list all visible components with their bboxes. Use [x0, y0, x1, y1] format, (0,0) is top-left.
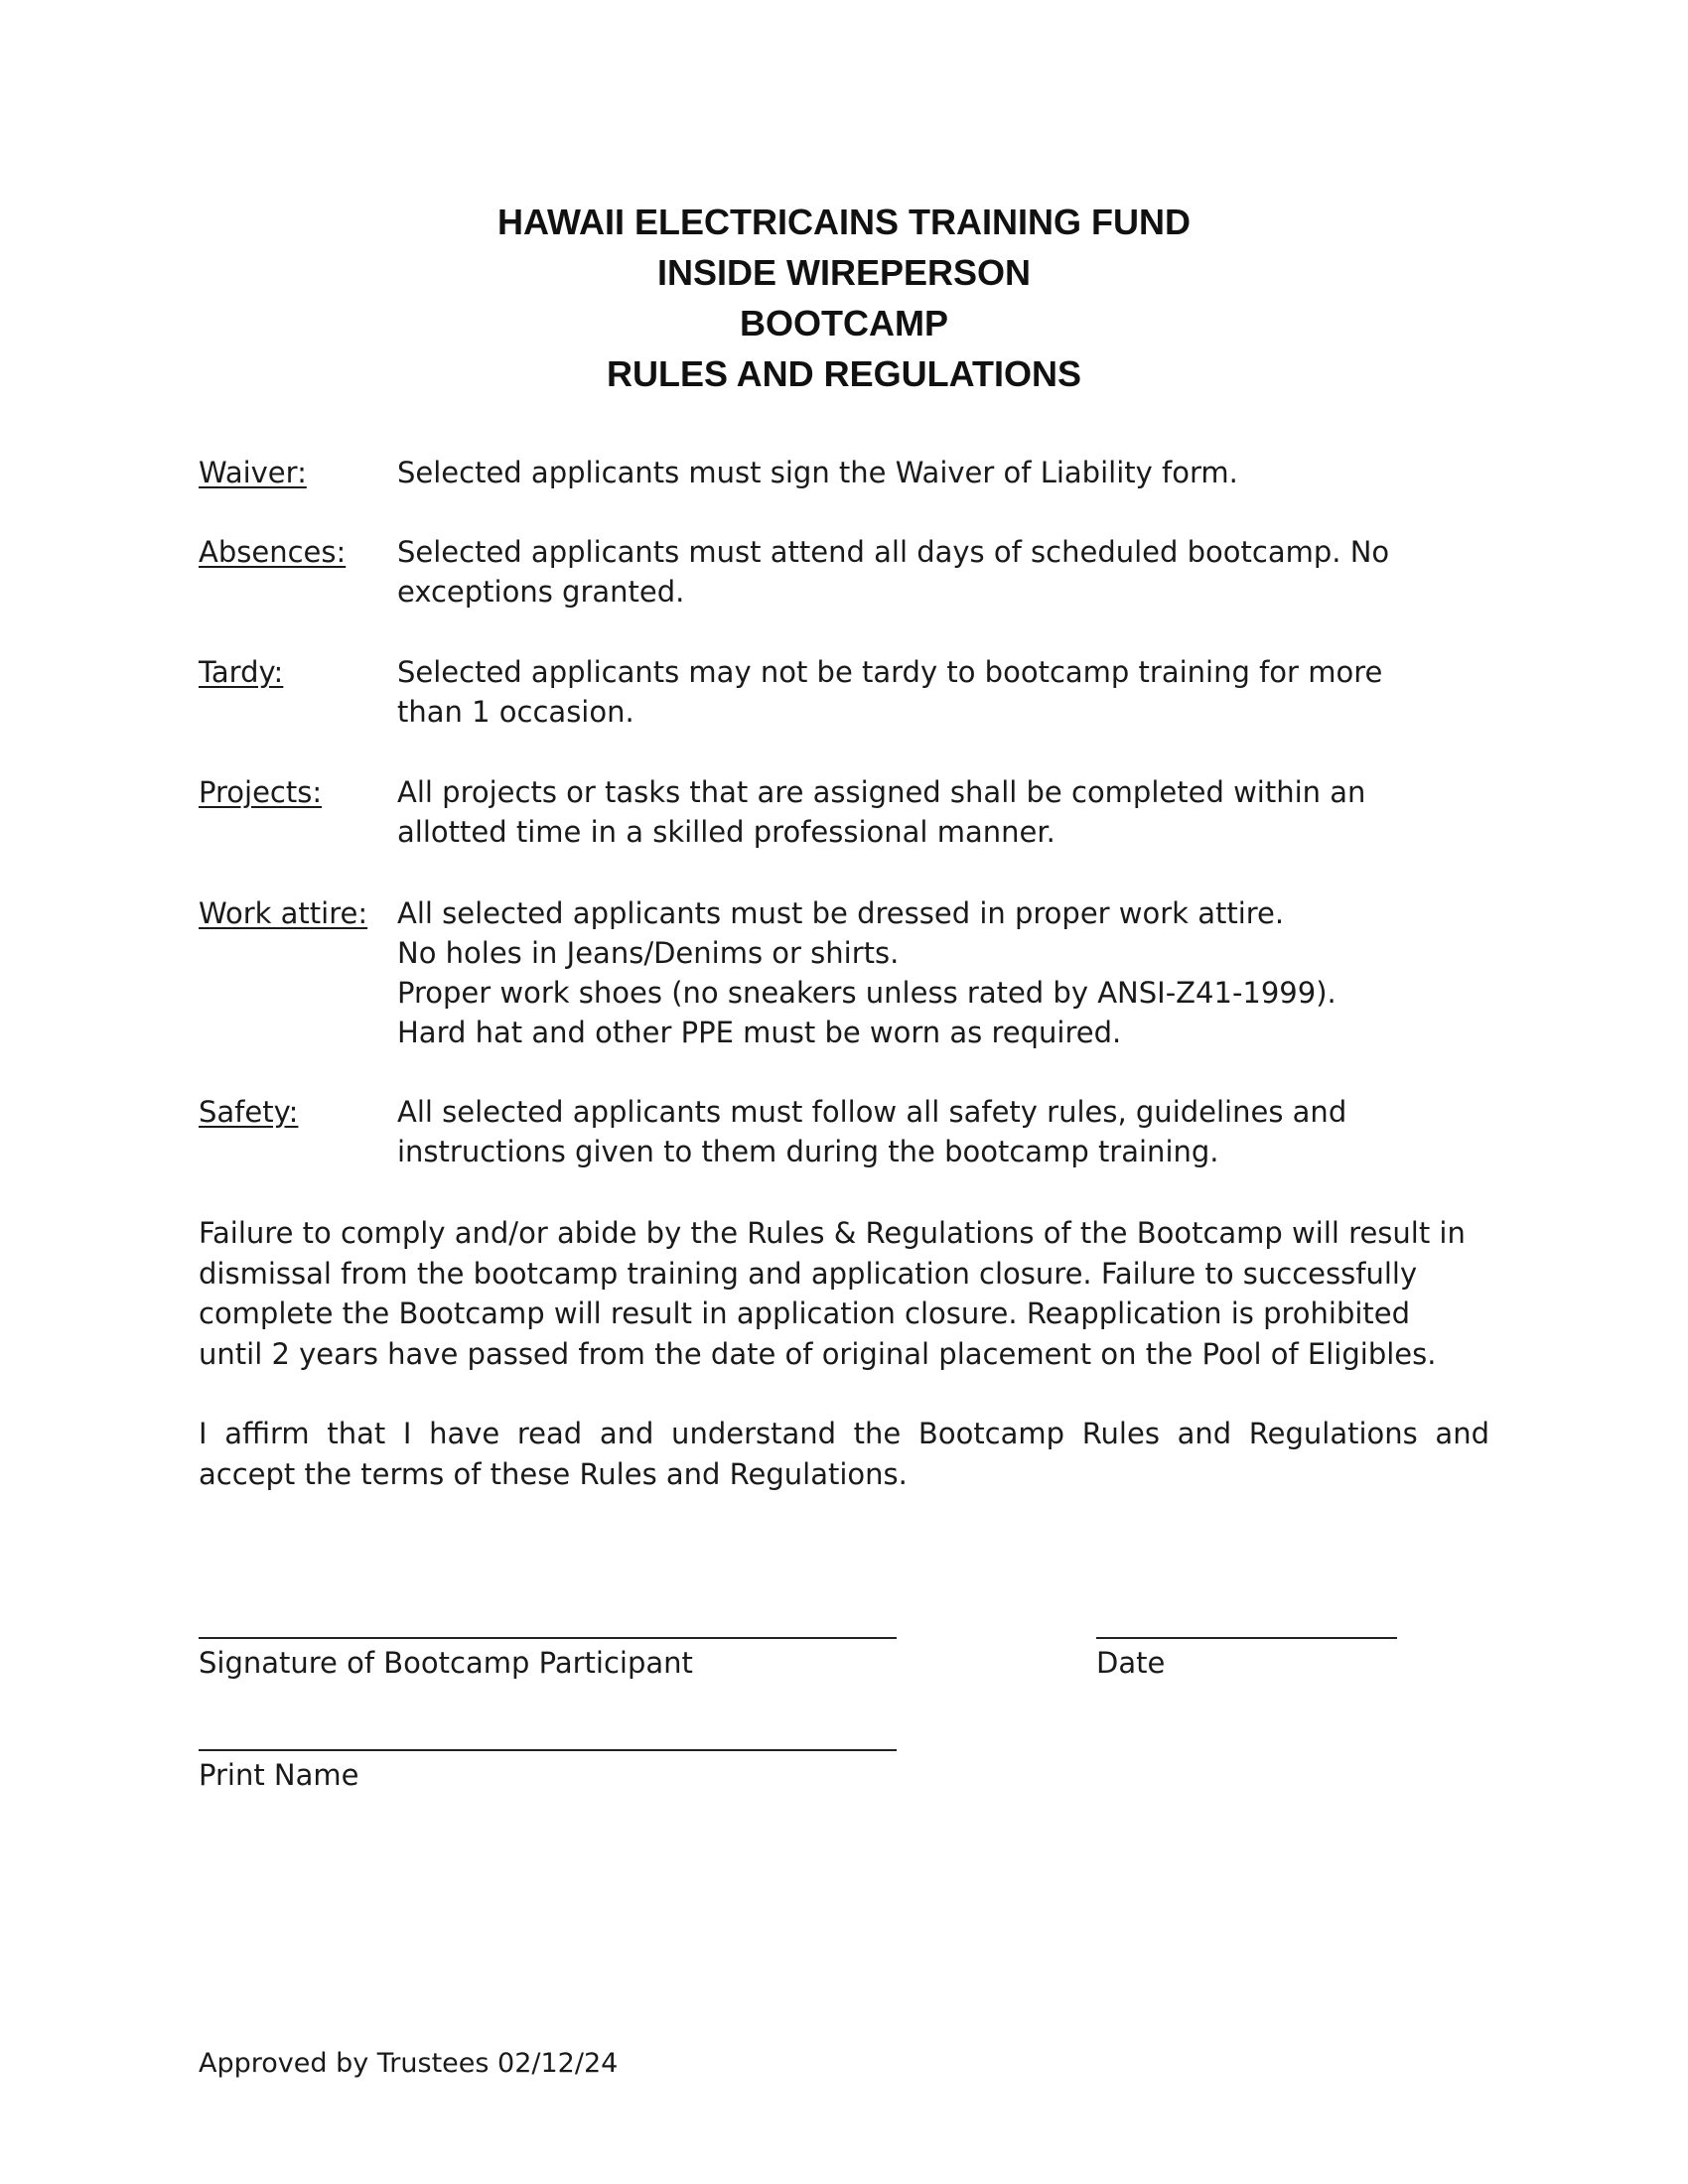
date-label: Date: [1096, 1646, 1166, 1680]
failure-paragraph: [199, 1213, 1499, 1374]
approval-footer: Approved by Trustees 02/12/24: [199, 2048, 619, 2079]
rule-text-line: Proper work shoes (no sneakers unless rated by ANSI-Z41-1999).: [397, 976, 1336, 1010]
paragraph-line: Failure to comply and/or abide by the Rules & Regulations of the Bootcamp will result in: [199, 1216, 1466, 1250]
title-line-bootcamp: BOOTCAMP: [740, 303, 948, 343]
rule-label-work-attire: Work attire:: [199, 896, 368, 930]
rule-text-waiver: [397, 453, 1489, 492]
signature-line[interactable]: [199, 1637, 897, 1639]
rule-text-safety: [397, 1092, 1489, 1171]
rule-text-absences: [397, 532, 1489, 612]
rule-text-line: All selected applicants must be dressed in proper work attire.: [397, 896, 1285, 930]
rule-label-safety: Safety:: [199, 1095, 299, 1129]
title-line-organization: HAWAII ELECTRICAINS TRAINING FUND: [497, 202, 1191, 242]
paragraph-line: dismissal from the bootcamp training and application closure. Failure to successfully: [199, 1256, 1418, 1291]
document-title: [0, 197, 1688, 399]
paragraph-line: I affirm that I have read and understand the Bootcamp Rules and Regulations and: [199, 1417, 1489, 1450]
rule-text-projects: [397, 772, 1489, 852]
rule-label-absences: Absences:: [199, 535, 347, 569]
rule-text-line: No holes in Jeans/Denims or shirts.: [397, 936, 900, 970]
paragraph-line: accept the terms of these Rules and Regulations.: [199, 1456, 908, 1491]
signature-label: Signature of Bootcamp Participant: [199, 1646, 693, 1680]
rule-text-line: Selected applicants must sign the Waiver of Liability form.: [397, 456, 1238, 489]
rule-text-tardy: [397, 652, 1489, 732]
rule-text-line: All projects or tasks that are assigned shall be completed within an: [397, 775, 1366, 809]
rule-text-line: Hard hat and other PPE must be worn as required.: [397, 1016, 1122, 1049]
rule-text-line: Selected applicants may not be tardy to bootcamp training for more: [397, 655, 1383, 689]
rule-label-waiver: Waiver:: [199, 456, 307, 489]
rule-text-line: Selected applicants must attend all days of scheduled bootcamp. No: [397, 535, 1390, 569]
title-line-program: INSIDE WIREPERSON: [656, 252, 1032, 293]
rule-text-line: exceptions granted.: [397, 575, 685, 609]
print-name-line[interactable]: [199, 1749, 897, 1751]
title-line-rules: RULES AND REGULATIONS: [606, 353, 1081, 394]
affirm-paragraph: [199, 1414, 1489, 1494]
rule-text-line: allotted time in a skilled professional manner.: [397, 815, 1055, 849]
rule-text-line: All selected applicants must follow all safety rules, guidelines and: [397, 1095, 1347, 1129]
print-name-label: Print Name: [199, 1758, 359, 1792]
rule-text-work-attire: [397, 893, 1489, 1052]
date-line[interactable]: [1096, 1637, 1397, 1639]
paragraph-line: until 2 years have passed from the date of original placement on the Pool of Eligibles.: [199, 1336, 1437, 1371]
rule-text-line: instructions given to them during the bootcamp training.: [397, 1135, 1219, 1168]
rule-label-projects: Projects:: [199, 775, 323, 809]
rule-label-tardy: Tardy:: [199, 655, 284, 689]
paragraph-line: complete the Bootcamp will result in application closure. Reapplication is prohibited: [199, 1297, 1411, 1330]
rule-text-line: than 1 occasion.: [397, 695, 634, 729]
